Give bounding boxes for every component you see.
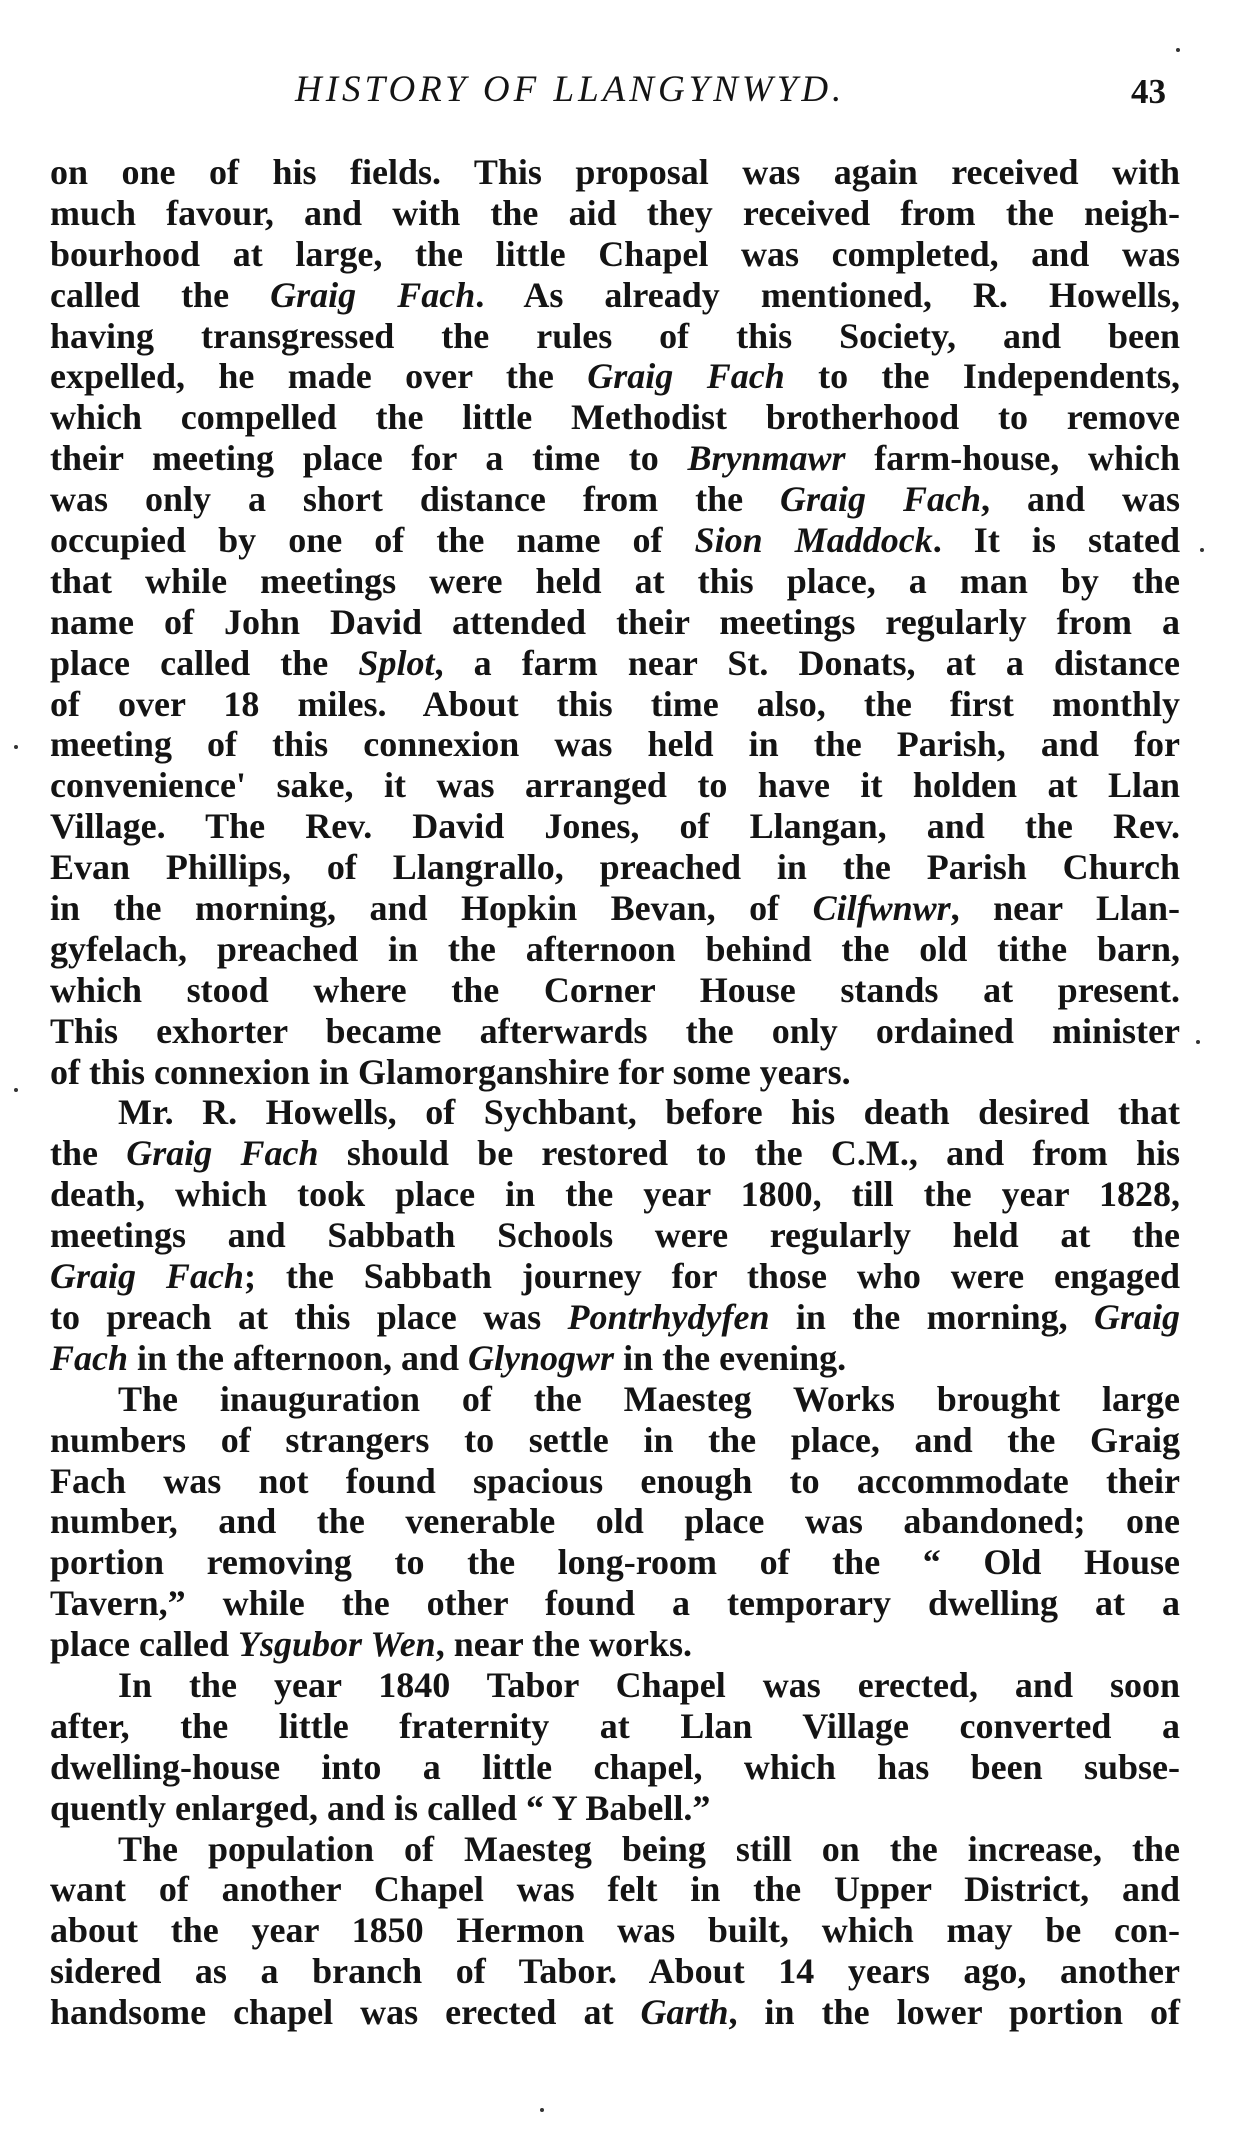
body-text: [50, 152, 1180, 2033]
print-speck: [1176, 48, 1180, 52]
text-line: Tavern,” while the other found a temporary dwelling at a: [50, 1583, 1180, 1624]
italic-term: Graig Fach: [780, 479, 982, 520]
running-title: HISTORY OF LLANGYNWYD.: [295, 69, 846, 110]
text-line: having transgressed the rules of this Society, and been: [50, 315, 1180, 356]
italic-term: Sion Maddock: [694, 520, 933, 561]
text-line: expelled, he made over the Graig Fach to the Independents,: [50, 356, 1180, 397]
text-line: called the Graig Fach. As already mentioned, R. Howells,: [50, 274, 1180, 315]
text-line: want of another Chapel was felt in the Upper District, and: [50, 1869, 1180, 1910]
text-line: Mr. R. Howells, of Sychbant, before his death desired that: [118, 1092, 1180, 1133]
text-line: Fach in the afternoon, and Glynogwr in the evening.: [50, 1337, 847, 1378]
text-line: convenience' sake, it was arranged to have it holden at Llan: [50, 765, 1180, 806]
text-line: place called the Splot, a farm near St. Donats, at a distance: [50, 642, 1180, 683]
text-line: Fach was not found spacious enough to accommodate their: [50, 1460, 1180, 1501]
text-line: bourhood at large, the little Chapel was completed, and was: [50, 233, 1180, 274]
italic-term: Ysgubor Wen: [237, 1624, 436, 1665]
text-line: handsome chapel was erected at Garth, in the lower portion of: [50, 1992, 1180, 2033]
text-line: which stood where the Corner House stands at present.: [50, 969, 1180, 1010]
text-line: number, and the venerable old place was abandoned; one: [50, 1501, 1180, 1542]
text-line: numbers of strangers to settle in the place, and the Graig: [50, 1419, 1180, 1460]
print-speck: [14, 1088, 18, 1092]
text-line: The inauguration of the Maesteg Works brought large: [118, 1378, 1180, 1419]
running-head: [50, 68, 1180, 118]
text-line: after, the little fraternity at Llan Village converted a: [50, 1705, 1180, 1746]
print-speck: [1200, 548, 1204, 552]
text-line: meetings and Sabbath Schools were regularly held at the: [50, 1215, 1180, 1256]
text-line: The population of Maesteg being still on the increase, the: [118, 1828, 1180, 1869]
italic-term: Graig Fach: [50, 1256, 244, 1297]
text-line: in the morning, and Hopkin Bevan, of Cilfwnwr, near Llan-: [50, 888, 1180, 929]
text-line: the Graig Fach should be restored to the C.M., and from his: [50, 1133, 1180, 1174]
text-line: dwelling-house into a little chapel, which has been subse-: [50, 1746, 1180, 1787]
text-line: about the year 1850 Hermon was built, which may be con-: [50, 1910, 1180, 1951]
text-line: that while meetings were held at this place, a man by the: [50, 560, 1180, 601]
text-line: name of John David attended their meetings regularly from a: [50, 601, 1180, 642]
italic-term: Pontrhydyfen: [567, 1296, 770, 1337]
text-line: Graig Fach; the Sabbath journey for those who were engaged: [50, 1256, 1180, 1297]
text-line: their meeting place for a time to Brynmawr farm-house, which: [50, 438, 1180, 479]
print-speck: [1196, 1040, 1200, 1044]
text-line: to preach at this place was Pontrhydyfen in the morning, Graig: [50, 1296, 1180, 1337]
text-line: much favour, and with the aid they received from the neigh-: [50, 192, 1180, 233]
italic-term: Garth: [640, 1992, 729, 2033]
italic-term: Graig: [1093, 1296, 1180, 1337]
italic-term: Glynogwr: [468, 1337, 615, 1378]
text-line: of this connexion in Glamorganshire for some years.: [50, 1051, 851, 1092]
text-line: meeting of this connexion was held in the Parish, and for: [50, 724, 1180, 765]
italic-term: Splot: [358, 642, 435, 683]
page-number: 43: [1131, 72, 1166, 111]
text-line: was only a short distance from the Graig Fach, and was: [50, 479, 1180, 520]
text-line: sidered as a branch of Tabor. About 14 years ago, another: [50, 1951, 1180, 1992]
text-line: death, which took place in the year 1800, till the year 1828,: [50, 1174, 1180, 1215]
text-line: occupied by one of the name of Sion Maddock. It is stated: [50, 520, 1180, 561]
text-line: portion removing to the long-room of the “ Old House: [50, 1542, 1180, 1583]
italic-term: Graig Fach: [126, 1133, 319, 1174]
text-line: on one of his fields. This proposal was again received with: [50, 152, 1180, 192]
italic-term: Cilfwnwr: [812, 888, 951, 929]
text-line: quently enlarged, and is called “ Y Babell.”: [50, 1787, 711, 1828]
text-line: place called Ysgubor Wen, near the works.: [50, 1624, 693, 1665]
italic-term: Brynmawr: [687, 438, 846, 479]
text-line: Evan Phillips, of Llangrallo, preached in the Parish Church: [50, 847, 1180, 888]
text-line: gyfelach, preached in the afternoon behind the old tithe barn,: [50, 928, 1180, 969]
italic-term: Graig Fach: [270, 274, 476, 315]
text-line: of over 18 miles. About this time also, the first monthly: [50, 683, 1180, 724]
text-line: which compelled the little Methodist brotherhood to remove: [50, 397, 1180, 438]
italic-term: Graig Fach: [587, 356, 785, 397]
italic-term: Fach: [50, 1337, 129, 1378]
print-speck: [540, 2108, 544, 2112]
print-speck: [14, 745, 18, 749]
text-line: In the year 1840 Tabor Chapel was erected, and soon: [118, 1664, 1180, 1705]
text-line: This exhorter became afterwards the only ordained minister: [50, 1010, 1180, 1051]
text-line: Village. The Rev. David Jones, of Llangan, and the Rev.: [50, 806, 1180, 847]
